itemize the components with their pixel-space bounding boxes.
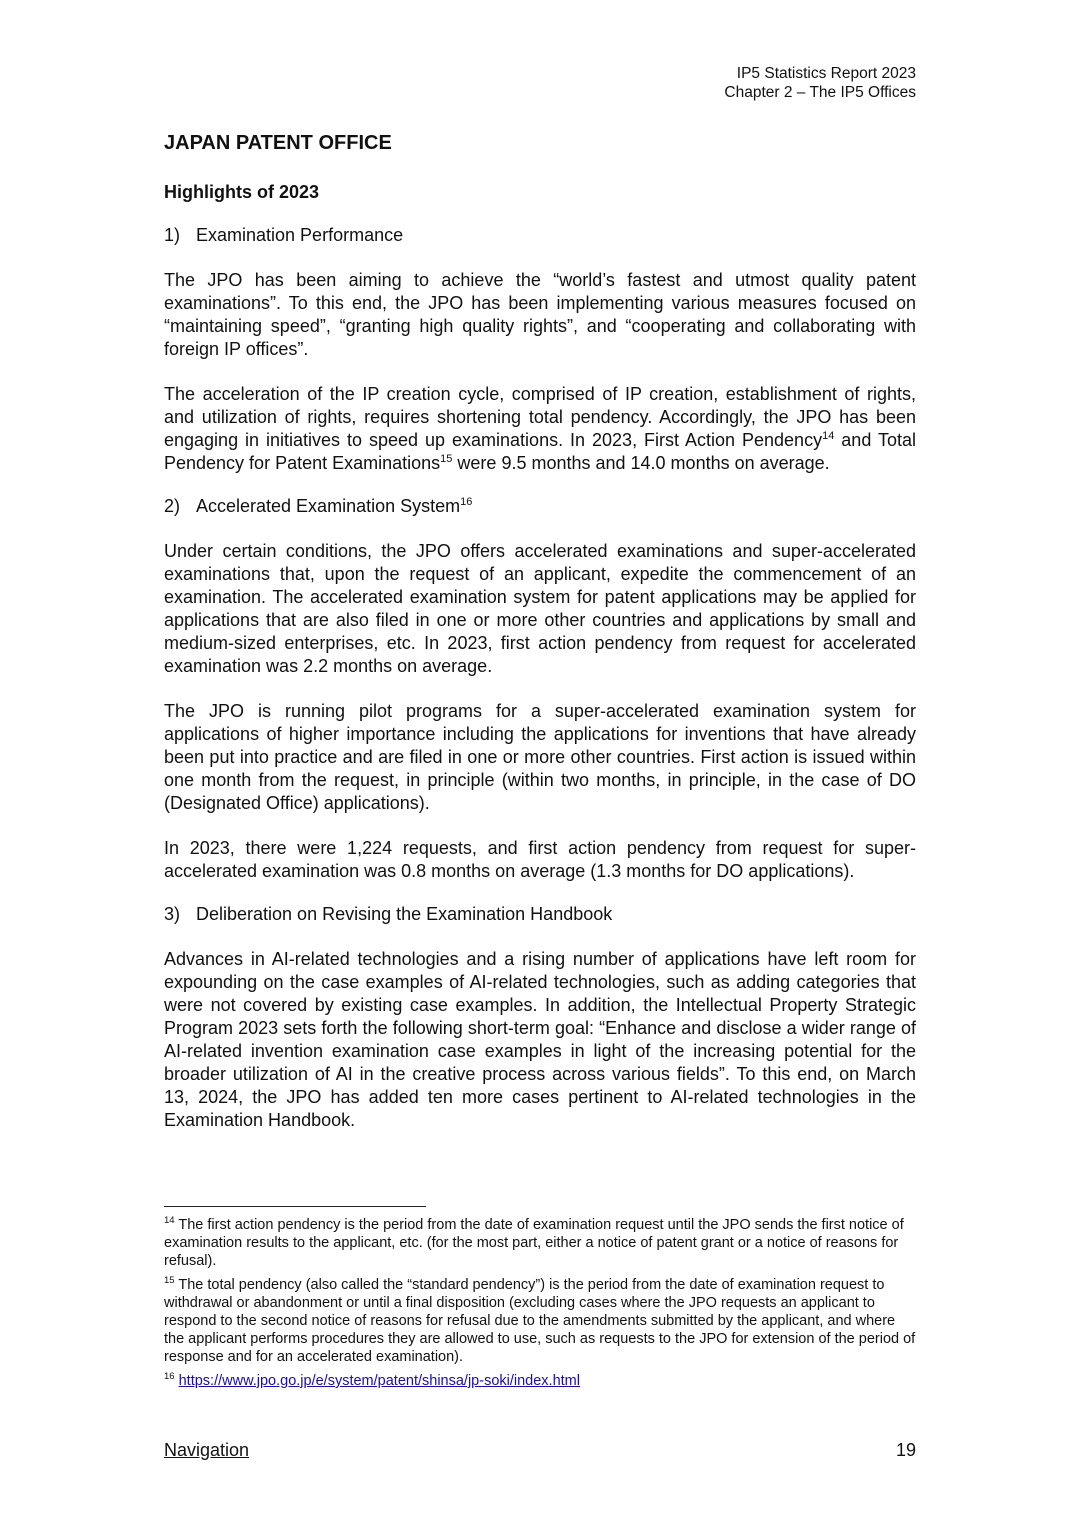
footnote-ref-15[interactable]: 15 xyxy=(440,453,453,465)
navigation-link[interactable]: Navigation xyxy=(164,1440,250,1460)
footnote-ref-14[interactable]: 14 xyxy=(822,430,835,442)
section-number: 1) xyxy=(164,225,181,245)
paragraph-text: and Total Pendency for Patent Examinations xyxy=(164,430,916,473)
footnote-14 xyxy=(164,1216,916,1270)
section-title-text: Accelerated Examination System xyxy=(196,496,461,516)
main-content xyxy=(164,130,916,1132)
footnote-link[interactable]: https://www.jpo.go.jp/e/system/patent/shinsa/jp-soki/index.html xyxy=(178,1373,580,1389)
footnote-divider xyxy=(164,1206,426,1207)
header-chapter: Chapter 2 – The IP5 Offices xyxy=(724,84,916,101)
footnote-number: 16 xyxy=(164,1371,175,1383)
section-heading-3 xyxy=(164,903,916,926)
section-title: Examination Performance xyxy=(196,225,404,245)
paragraph-accelerated-exam: Under certain conditions, the JPO offers accelerated examinations and super-accelerated examinations that, upon the request of an applicant, expedite the commencement of an examination. The accelerated examination system for patent applications may be applied for applications that are also filed in one or more other countries and applications by small and medium-sized enterprises, etc. In 2023, first action pendency from request for accelerated examination was 2.2 months on average. xyxy=(164,541,916,676)
footnotes xyxy=(164,1216,916,1396)
section-number: 3) xyxy=(164,904,181,924)
footnote-number: 14 xyxy=(164,1215,175,1227)
section-heading-1 xyxy=(164,224,916,247)
paragraph-requests-2023: In 2023, there were 1,224 requests, and first action pendency from request for super-accelerated examination was 0.8 months on average (1.3 months for DO applications). xyxy=(164,838,916,881)
footnote-16 xyxy=(164,1372,916,1390)
footnote-15 xyxy=(164,1276,916,1366)
page-number: 19 xyxy=(895,1440,916,1460)
section-heading-2 xyxy=(164,495,916,518)
footnote-text: The total pendency (also called the “standard pendency”) is the period from the date of examination request to withdrawal or abandonment or until a final disposition (excluding cases where the JPO requests an applicant to respond to the second notice of reasons for refusal due to the amendments submitted by the applicant, and where the applicant performs procedures they are allowed to use, such as requests to the JPO for extension of the period of response and for an accelerated examination). xyxy=(164,1277,916,1365)
paragraph-text: The acceleration of the IP creation cycle, comprised of IP creation, establishment of rights, and utilization of rights, requires shortening total pendency. Accordingly, the JPO has been engaging in initiatives to speed up examinations. In 2023, First Action Pendency xyxy=(164,384,916,450)
section-number: 2) xyxy=(164,496,181,516)
running-header xyxy=(724,64,916,102)
page-title: JAPAN PATENT OFFICE xyxy=(164,132,392,154)
footnote-ref-16[interactable]: 16 xyxy=(460,496,473,508)
paragraph-pendency xyxy=(164,383,916,475)
paragraph-ai-handbook: Advances in AI-related technologies and a rising number of applications have left room for expounding on the case examples of AI-related technologies, such as adding categories that were not covered by existing case examples. In addition, the Intellectual Property Strategic Program 2023 sets forth the following short-term goal: “Enhance and disclose a wider range of AI-related invention examination case examples in light of the increasing potential for the broader utilization of AI in the creative process across various fields”. To this end, on March 13, 2024, the JPO has added ten more cases pertinent to AI-related technologies in the Examination Handbook. xyxy=(164,949,916,1130)
section-title xyxy=(196,495,472,518)
paragraph-text: were 9.5 months and 14.0 months on average. xyxy=(452,453,830,473)
header-report-title: IP5 Statistics Report 2023 xyxy=(736,65,916,82)
section-title: Deliberation on Revising the Examination Handbook xyxy=(196,904,613,924)
footnote-text: The first action pendency is the period from the date of examination request until the JPO sends the first notice of examination results to the applicant, etc. (for the most part, either a notice of patent grant or a notice of reasons for refusal). xyxy=(164,1217,904,1269)
paragraph-pilot-programs: The JPO is running pilot programs for a super-accelerated examination system for applications of higher importance including the applications for inventions that have already been put into practice and are filed in one or more other countries. First action is issued within one month from the request, in principle (within two months, in principle, in the case of DO (Designated Office) applications). xyxy=(164,701,916,813)
footnote-number: 15 xyxy=(164,1275,175,1287)
highlights-heading: Highlights of 2023 xyxy=(164,182,320,202)
paragraph-jpo-aims: The JPO has been aiming to achieve the “world’s fastest and utmost quality patent examinations”. To this end, the JPO has been implementing various measures focused on “maintaining speed”, “granting high quality rights”, and “cooperating and collaborating with foreign IP offices”. xyxy=(164,270,916,359)
